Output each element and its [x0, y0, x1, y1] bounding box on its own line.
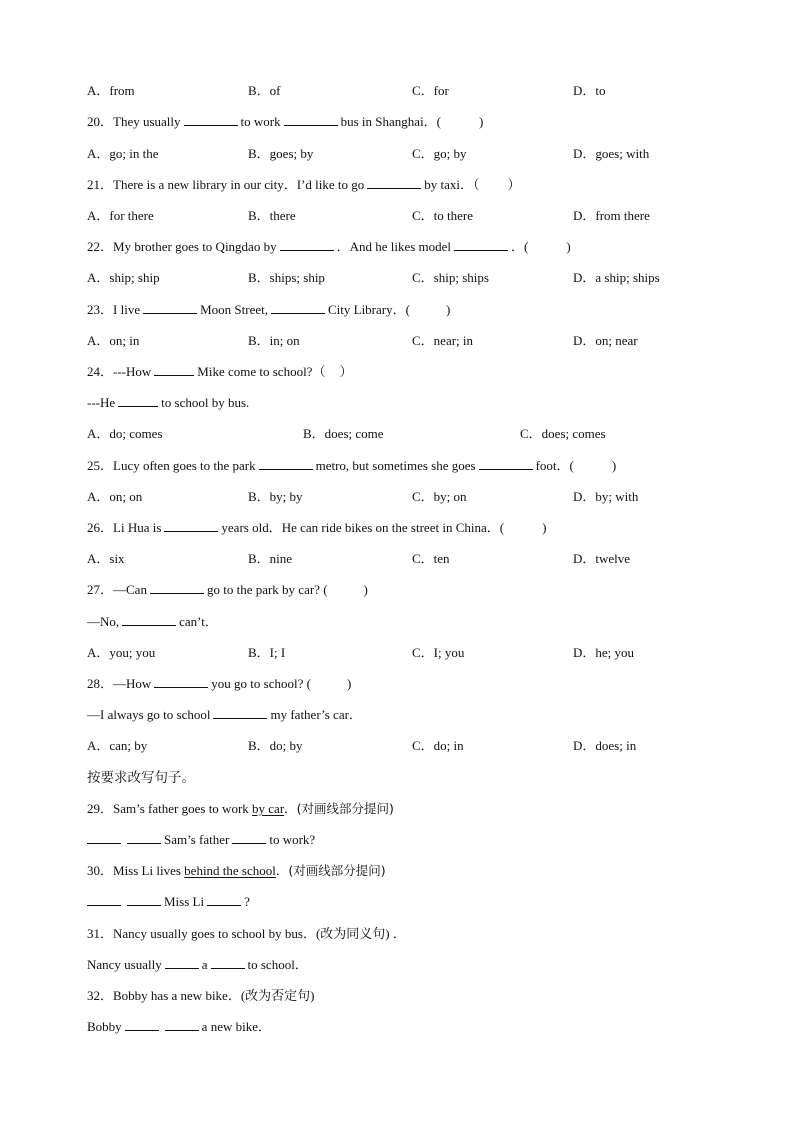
question-29-answer-line — [87, 830, 315, 850]
answer-blank[interactable] — [143, 300, 197, 314]
q25-option-b: B．by; by — [248, 489, 303, 504]
answer-blank[interactable] — [118, 393, 158, 407]
q23-option-b: B．in; on — [248, 333, 300, 348]
question-text: go to the park by car? ( — [206, 582, 328, 597]
question-number: 24． — [87, 364, 114, 379]
q19-option-b: B．of — [248, 83, 281, 98]
q23-option-d: D．on; near — [573, 333, 638, 348]
q22-option-c: C．ship; ships — [412, 270, 489, 285]
question-21 — [87, 175, 521, 195]
q20-option-c: C．go; by — [412, 146, 467, 161]
question-text: —No, — [87, 614, 120, 629]
answer-blank[interactable] — [165, 1017, 199, 1031]
q25-option-d: D．by; with — [573, 489, 639, 504]
answer-blank[interactable] — [164, 518, 218, 532]
question-text: Miss Li — [164, 894, 205, 909]
question-text: to school． — [247, 957, 308, 972]
answer-blank[interactable] — [184, 112, 238, 126]
question-number: 25． — [87, 458, 114, 473]
question-text: ) — [363, 582, 368, 597]
question-27-answer-line — [87, 612, 218, 632]
q19-option-d: D．to — [573, 83, 606, 98]
question-text: foot．( — [535, 458, 574, 473]
question-text: ? — [244, 894, 250, 909]
question-text: —I always go to school — [87, 707, 211, 722]
question-text: City Library．( — [327, 302, 410, 317]
q23-option-c: C．near; in — [412, 333, 474, 348]
q27-option-c: C．I; you — [412, 645, 465, 660]
question-text: —Can — [113, 582, 147, 597]
question-text: ） — [507, 177, 521, 192]
q26-option-a: A．six — [87, 551, 125, 566]
question-text: Sam’s father goes to work — [113, 801, 249, 816]
question-text: ．And he likes model — [336, 239, 452, 254]
question-number: 31． — [87, 926, 114, 941]
question-text: ) — [445, 302, 451, 317]
question-text: by taxi．（ — [424, 177, 480, 192]
question-20 — [87, 112, 483, 132]
question-26 — [87, 518, 546, 538]
question-31 — [87, 924, 406, 944]
question-text: Lucy often goes to the park — [113, 458, 256, 473]
question-text: ．( — [511, 239, 529, 254]
question-text: a new bike． — [201, 1019, 271, 1034]
question-number: 23． — [87, 302, 114, 317]
answer-blank[interactable] — [125, 1017, 159, 1031]
question-text: years old．He can ride bikes on the street in China．( — [221, 520, 505, 535]
question-text: I live — [113, 302, 141, 317]
question-32-answer-line — [87, 1017, 271, 1037]
question-number: 28． — [87, 676, 114, 691]
question-text: Moon Street, — [200, 302, 268, 317]
question-number: 26． — [87, 520, 114, 535]
question-text: a — [201, 957, 208, 972]
answer-blank[interactable] — [211, 955, 245, 969]
q21-option-b: B．there — [248, 208, 296, 223]
question-text: Miss Li lives — [113, 863, 181, 878]
answer-blank[interactable] — [479, 456, 533, 470]
question-text: There is a new library in our city．I’d like to go — [113, 177, 365, 192]
question-31-answer-line — [87, 955, 308, 975]
underlined-phrase: by car — [252, 801, 285, 816]
question-text: ) — [479, 114, 484, 129]
question-28-answer-line — [87, 705, 362, 725]
question-text: to work — [240, 114, 281, 129]
q24-option-a: A．do; comes — [87, 426, 163, 441]
q28-option-a: A．can; by — [87, 738, 148, 753]
q21-option-c: C．to there — [412, 208, 474, 223]
answer-blank[interactable] — [127, 830, 161, 844]
answer-blank[interactable] — [271, 300, 325, 314]
answer-blank[interactable] — [213, 705, 267, 719]
question-number: 32． — [87, 988, 114, 1003]
question-text: Li Hua is — [113, 520, 162, 535]
q24-option-b: B．does; come — [303, 426, 384, 441]
q22-option-b: B．ships; ship — [248, 270, 325, 285]
question-text: Mike come to school?（ — [197, 364, 326, 379]
q21-option-a: A．for there — [87, 208, 154, 223]
q28-option-b: B．do; by — [248, 738, 303, 753]
q20-option-d: D．goes; with — [573, 146, 650, 161]
q20-option-b: B．goes; by — [248, 146, 314, 161]
answer-blank[interactable] — [259, 456, 313, 470]
question-number: 20． — [87, 114, 114, 129]
q25-option-a: A．on; on — [87, 489, 143, 504]
question-text: They usually — [113, 114, 181, 129]
question-30-answer-line — [87, 892, 250, 912]
question-32 — [87, 986, 314, 1006]
q24-option-c: C．does; comes — [520, 426, 606, 441]
answer-blank[interactable] — [284, 112, 338, 126]
question-24-answer-line — [87, 393, 249, 413]
question-number: 22． — [87, 239, 114, 254]
question-text: My brother goes to Qingdao by — [113, 239, 277, 254]
question-text: Nancy usually goes to school by bus．(改为同义句) ． — [113, 926, 406, 941]
question-text: ---How — [113, 364, 152, 379]
answer-blank[interactable] — [207, 892, 241, 906]
answer-blank[interactable] — [150, 580, 204, 594]
question-text: Nancy usually — [87, 957, 162, 972]
q28-option-d: D．does; in — [573, 738, 637, 753]
answer-blank[interactable] — [122, 612, 176, 626]
underlined-phrase: behind the school — [184, 863, 276, 878]
answer-blank[interactable] — [165, 955, 199, 969]
answer-blank[interactable] — [87, 892, 121, 906]
question-29 — [87, 799, 394, 819]
q22-option-a: A．ship; ship — [87, 270, 160, 285]
question-text: bus in Shanghai．( — [340, 114, 442, 129]
question-text: ) — [566, 239, 571, 254]
question-22 — [87, 237, 571, 257]
section-title: 按要求改写句子。 — [87, 770, 195, 786]
q26-option-d: D．twelve — [573, 551, 631, 566]
q20-option-a: A．go; in the — [87, 146, 159, 161]
question-text: ---He — [87, 395, 116, 410]
q22-option-d: D．a ship; ships — [573, 270, 660, 285]
question-30 — [87, 861, 386, 881]
answer-blank[interactable] — [232, 830, 266, 844]
question-number: 21． — [87, 177, 114, 192]
question-text: can’t． — [179, 614, 218, 629]
question-28 — [87, 674, 351, 694]
answer-blank[interactable] — [454, 237, 508, 251]
question-text: to work? — [269, 832, 316, 847]
q26-option-c: C．ten — [412, 551, 450, 566]
answer-blank[interactable] — [87, 830, 121, 844]
q28-option-c: C．do; in — [412, 738, 464, 753]
question-text: Sam’s father — [164, 832, 230, 847]
question-text: ） — [339, 364, 353, 379]
q27-option-d: D．he; you — [573, 645, 635, 660]
q26-option-b: B．nine — [248, 551, 293, 566]
answer-blank[interactable] — [127, 892, 161, 906]
instruction-text: ．(对画线部分提问) — [275, 863, 386, 878]
question-number: 29． — [87, 801, 114, 816]
question-text: Bobby — [87, 1019, 122, 1034]
q23-option-a: A．on; in — [87, 333, 140, 348]
question-text: ) — [542, 520, 547, 535]
answer-blank[interactable] — [154, 362, 194, 376]
q19-option-a: A．from — [87, 83, 135, 98]
question-25 — [87, 456, 616, 476]
question-text: ) — [611, 458, 617, 473]
question-text: my father’s car． — [270, 707, 362, 722]
question-text: metro, but sometimes she goes — [315, 458, 476, 473]
instruction-text: ．(对画线部分提问) — [284, 801, 394, 816]
q21-option-d: D．from there — [573, 208, 650, 223]
answer-blank[interactable] — [280, 237, 334, 251]
question-text: you go to school? ( — [211, 676, 311, 691]
question-27 — [87, 580, 368, 600]
question-text: —How — [113, 676, 152, 691]
question-number: 30． — [87, 863, 114, 878]
answer-blank[interactable] — [154, 674, 208, 688]
q19-option-c: C．for — [412, 83, 449, 98]
question-text: Bobby has a new bike．(改为否定句) — [113, 988, 315, 1003]
question-text: ) — [346, 676, 352, 691]
q25-option-c: C．by; on — [412, 489, 467, 504]
q27-option-a: A．you; you — [87, 645, 156, 660]
question-number: 27． — [87, 582, 114, 597]
answer-blank[interactable] — [367, 175, 421, 189]
question-24 — [87, 362, 352, 382]
question-23 — [87, 300, 450, 320]
q27-option-b: B．I; I — [248, 645, 286, 660]
question-text: to school by bus. — [161, 395, 250, 410]
